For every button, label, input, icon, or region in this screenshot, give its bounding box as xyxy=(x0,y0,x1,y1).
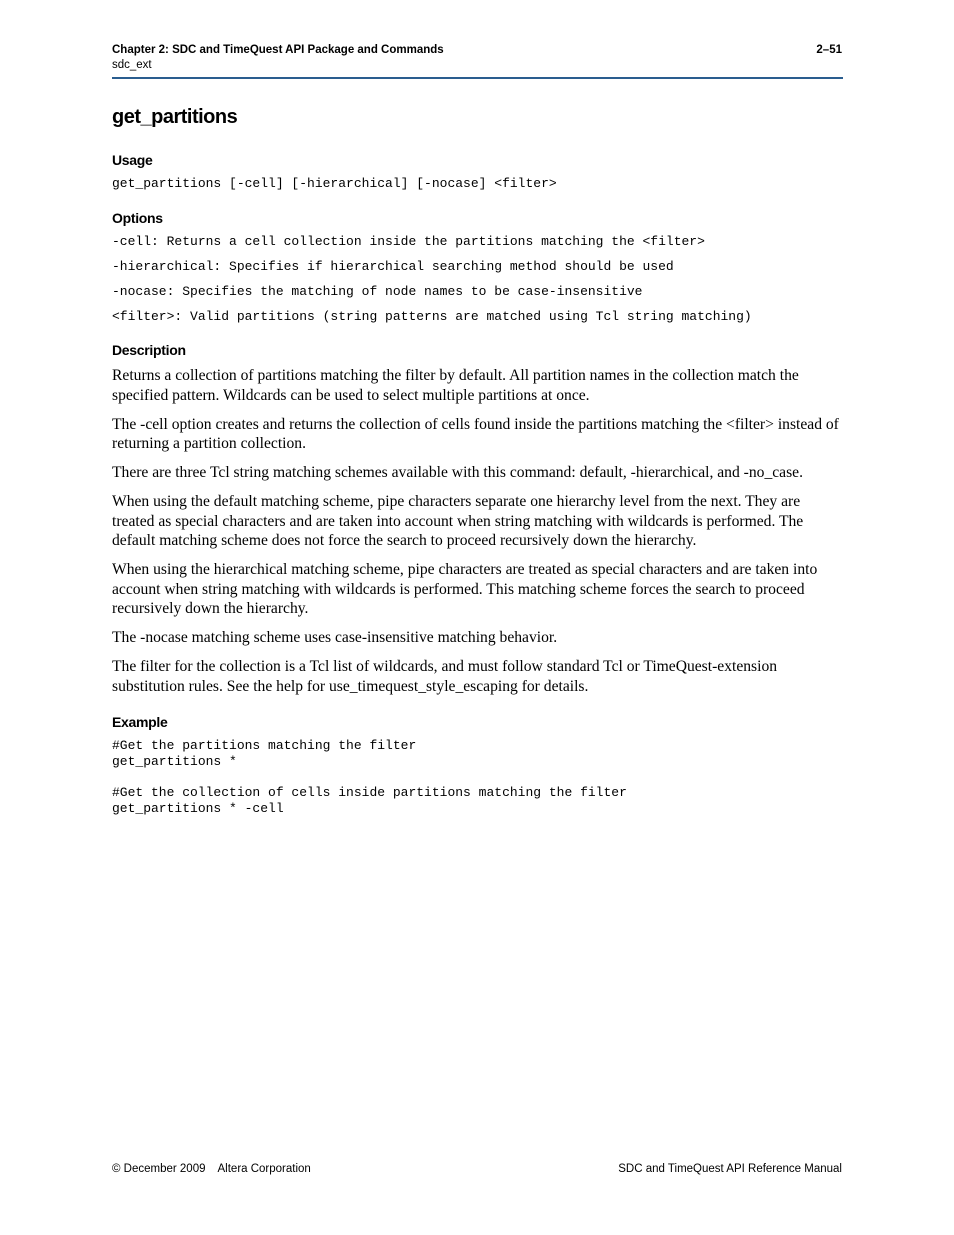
example-code-block: #Get the collection of cells inside partitions matching the filter get_partitions * -cell xyxy=(112,785,627,816)
option-item: <filter>: Valid partitions (string patterns are matched using Tcl string matching) xyxy=(112,309,752,324)
description-heading: Description xyxy=(112,342,186,358)
footer-left xyxy=(112,1162,311,1177)
description-paragraph: The -cell option creates and returns the collection of cells found inside the partitions matching the <filter> instead of returning a partition collection. xyxy=(112,415,839,452)
option-item: -nocase: Specifies the matching of node names to be case-insensitive xyxy=(112,284,643,299)
footer-date: © December 2009 xyxy=(112,1163,206,1175)
description-paragraph: When using the hierarchical matching scheme, pipe characters are treated as special characters and are taken into account when string matching with wildcards is performed. This matching scheme forces the search to proceed recursively down the hierarchy. xyxy=(112,561,818,617)
description-paragraph: There are three Tcl string matching schemes available with this command: default, -hierarchical, and -no_case. xyxy=(112,464,803,481)
example-code-block: #Get the partitions matching the filter get_partitions * xyxy=(112,738,417,769)
usage-section xyxy=(112,151,844,192)
page-footer xyxy=(112,1162,842,1177)
footer-manual-title: SDC and TimeQuest API Reference Manual xyxy=(618,1163,842,1175)
options-section xyxy=(112,209,844,325)
option-item: -cell: Returns a cell collection inside the partitions matching the <filter> xyxy=(112,234,705,249)
option-item: -hierarchical: Specifies if hierarchical searching method should be used xyxy=(112,259,674,274)
chapter-title: Chapter 2: SDC and TimeQuest API Package and Commands xyxy=(112,44,444,56)
page-header xyxy=(112,43,842,73)
options-heading: Options xyxy=(112,210,163,226)
usage-code: get_partitions [-cell] [-hierarchical] [-nocase] <filter> xyxy=(112,176,557,191)
header-line xyxy=(112,43,842,58)
header-divider xyxy=(112,77,843,79)
description-paragraph: When using the default matching scheme, pipe characters separate one hierarchy level from the next. They are treated as special characters and are taken into account when string matching with wildcards is performed. The default matching scheme does not force the search to proceed recursively down the hierarchy. xyxy=(112,493,804,549)
example-heading: Example xyxy=(112,714,168,730)
description-section xyxy=(112,341,844,696)
usage-heading: Usage xyxy=(112,152,153,168)
footer-company: Altera Corporation xyxy=(217,1163,311,1175)
example-spacer xyxy=(112,770,844,785)
description-paragraph: The filter for the collection is a Tcl list of wildcards, and must follow standard Tcl or TimeQuest-extension substitution rules. See the help for use_timequest_style_escaping for details. xyxy=(112,658,778,695)
page-number: 2–51 xyxy=(816,44,842,56)
example-section xyxy=(112,713,844,817)
description-paragraph: The -nocase matching scheme uses case-insensitive matching behavior. xyxy=(112,629,558,646)
description-paragraph: Returns a collection of partitions matching the filter by default. All partition names in the collection match the specified pattern. Wildcards can be used to select multiple partitions at once. xyxy=(112,367,799,404)
page-title: get_partitions xyxy=(112,106,238,128)
main-content xyxy=(112,104,844,817)
package-name: sdc_ext xyxy=(112,59,152,71)
